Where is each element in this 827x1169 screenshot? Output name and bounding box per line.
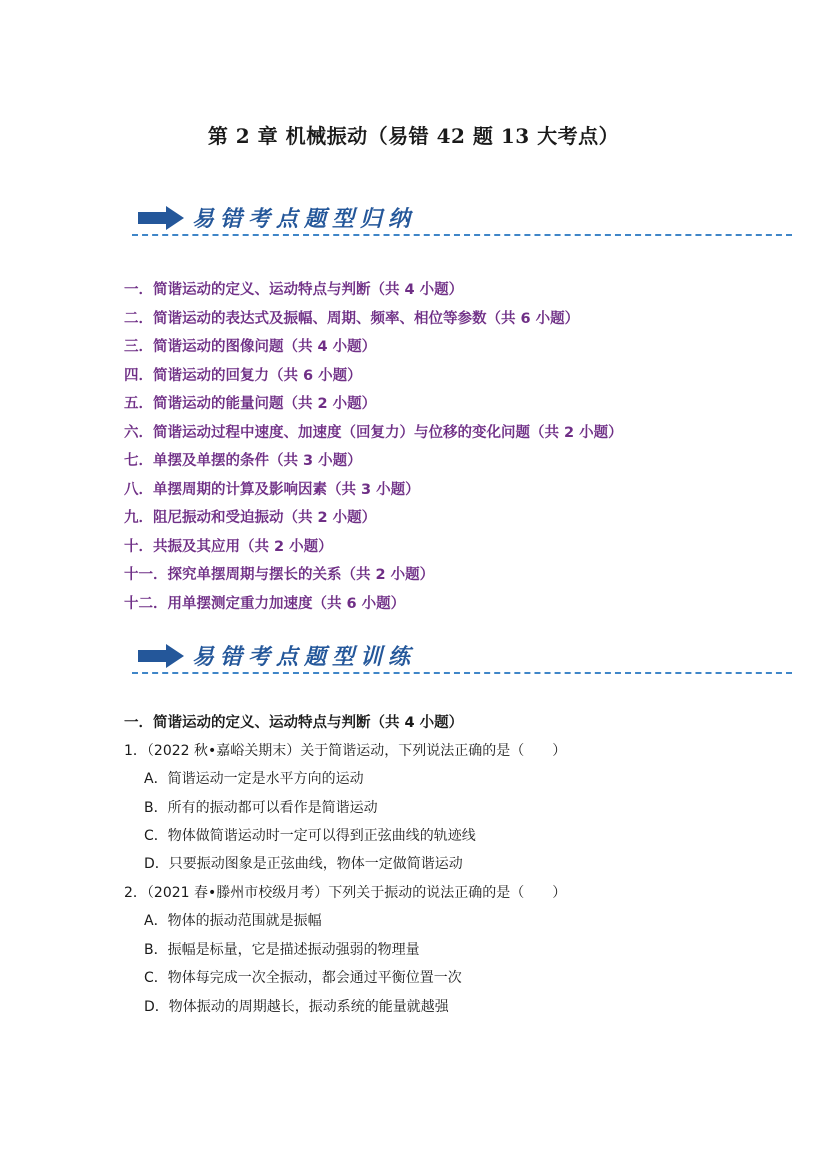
topic-item: 三．简谐运动的图像问题（共 4 小题）	[124, 339, 377, 355]
topic-item: 二．简谐运动的表达式及振幅、周期、频率、相位等参数（共 6 小题）	[124, 310, 580, 327]
question-option: C．物体每完成一次全振动，都会通过平衡位置一次	[144, 970, 462, 986]
summary-banner	[132, 202, 792, 238]
training-banner-title: 易错考点题型训练	[192, 645, 417, 670]
question-stem: 2．（2021 春•滕州市校级月考）下列关于振动的说法正确的是（ ）	[124, 885, 567, 901]
training-banner	[132, 640, 792, 676]
topic-item: 九．阻尼振动和受迫振动（共 2 小题）	[124, 510, 377, 526]
summary-banner-title: 易错考点题型归纳	[192, 207, 417, 232]
topic-item: 十一．探究单摆周期与摆长的关系（共 2 小题）	[124, 567, 435, 583]
question-option: B．振幅是标量，它是描述振动强弱的物理量	[144, 942, 420, 958]
question-stem: 1．（2022 秋•嘉峪关期末）关于简谐运动，下列说法正确的是（ ）	[124, 743, 567, 759]
topic-item: 七．单摆及单摆的条件（共 3 小题）	[124, 453, 362, 469]
topic-item: 四．简谐运动的回复力（共 6 小题）	[124, 367, 362, 384]
banner-divider	[132, 234, 792, 236]
question-option: D．物体振动的周期越长，振动系统的能量就越强	[144, 999, 449, 1015]
arrow-right-icon	[138, 206, 184, 230]
topic-item: 十．共振及其应用（共 2 小题）	[124, 538, 333, 555]
question-option: A．物体的振动范围就是振幅	[144, 913, 322, 929]
page-title: 第 2 章 机械振动（易错 42 题 13 大考点）	[207, 124, 620, 148]
topic-item: 六．简谐运动过程中速度、加速度（回复力）与位移的变化问题（共 2 小题）	[124, 424, 623, 441]
question-option: B．所有的振动都可以看作是简谐运动	[144, 800, 378, 816]
arrow-right-icon	[138, 644, 184, 668]
question-option: A．简谐运动一定是水平方向的运动	[144, 771, 364, 787]
topic-item: 五．简谐运动的能量问题（共 2 小题）	[124, 396, 377, 412]
section-heading: 一．简谐运动的定义、运动特点与判断（共 4 小题）	[124, 715, 464, 731]
banner-divider	[132, 672, 792, 674]
question-option: C．物体做简谐运动时一定可以得到正弦曲线的轨迹线	[144, 828, 476, 844]
topic-item: 十二．用单摆测定重力加速度（共 6 小题）	[124, 595, 406, 612]
question-option: D．只要振动图象是正弦曲线，物体一定做简谐运动	[144, 856, 463, 872]
topic-item: 一．简谐运动的定义、运动特点与判断（共 4 小题）	[124, 282, 464, 298]
topic-list	[124, 280, 623, 622]
topic-item: 八．单摆周期的计算及影响因素（共 3 小题）	[124, 481, 420, 498]
